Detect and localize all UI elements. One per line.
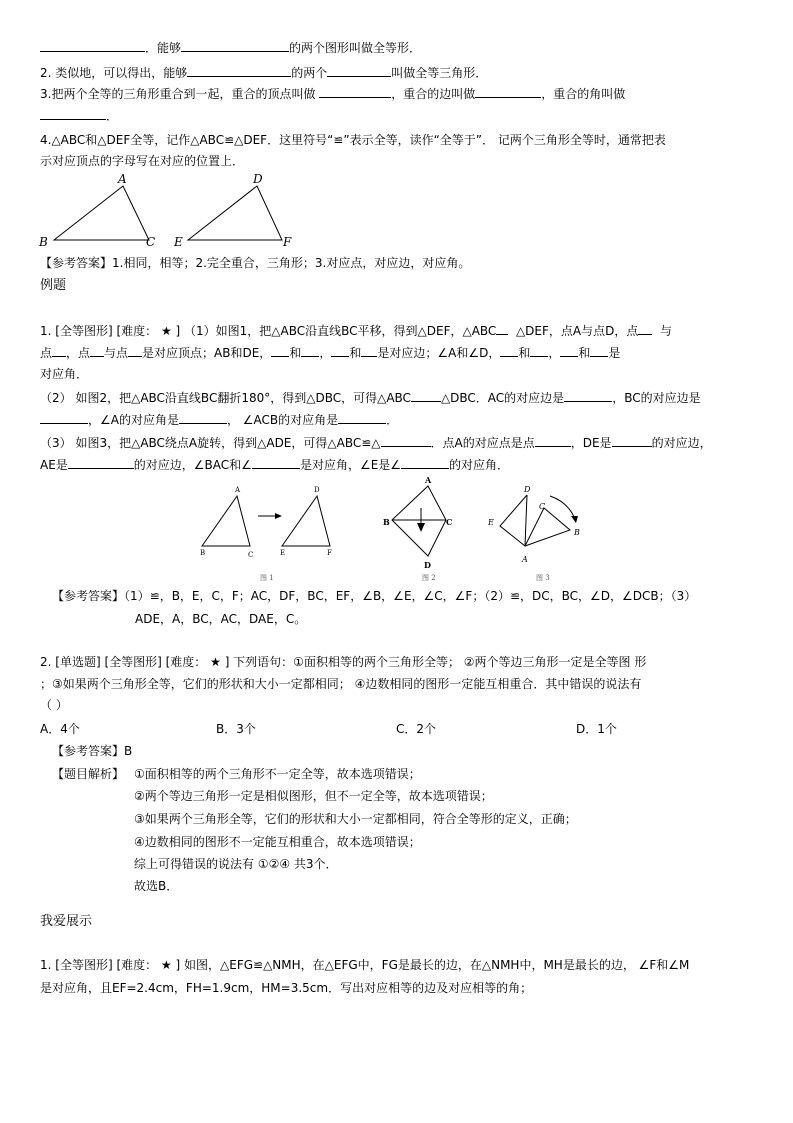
text: 和 xyxy=(518,346,531,360)
text: 点 xyxy=(40,346,53,360)
fig3-triangle-abc xyxy=(525,508,570,546)
fig1-label-d: D xyxy=(314,486,320,494)
ex2-analysis-line: ③如果两个三角形全等，它们的形状和大小一定都相同，符合全等形的定义，正确； xyxy=(134,812,577,826)
fig1-label-e: E xyxy=(280,549,286,557)
vertex-label-b: B xyxy=(39,235,48,249)
text: 与点 xyxy=(104,346,129,360)
blank xyxy=(187,65,291,77)
blank xyxy=(381,435,431,447)
ex2-analysis-line: 综上可得错误的说法有 ①②④ 共3个． xyxy=(134,857,338,871)
fig3-label-c: C xyxy=(539,502,546,511)
intro-line-4: 4.△ABC和△DEF全等，记作△ABC≌△DEF．这里符号“≌”表示全等，读作“全等于”． 记两个三角形全等时，通常把表 xyxy=(40,133,666,147)
figure-3 xyxy=(487,485,580,582)
fig1-label-c: C xyxy=(248,551,254,559)
blank xyxy=(68,457,134,469)
vertex-label-f: F xyxy=(283,235,292,249)
section-heading-show: 我爱展示 xyxy=(40,914,93,929)
text: 和 xyxy=(578,346,591,360)
fig2-label-b: B xyxy=(383,517,390,527)
text: AE是 xyxy=(40,458,68,472)
text: 是对应角，∠E是∠ xyxy=(299,458,402,472)
blank xyxy=(301,345,319,357)
text: ，BC的对应边是 xyxy=(612,391,701,405)
text: ． xyxy=(386,413,399,427)
blank xyxy=(560,345,578,357)
figure-2 xyxy=(383,475,452,582)
fig1-label-f: F xyxy=(327,549,332,557)
fig1-caption: 图 1 xyxy=(260,574,274,582)
ex2-option-c: C．2个 xyxy=(396,722,437,736)
vertex-label-d: D xyxy=(253,172,263,186)
vertex-label-e: E xyxy=(174,235,183,249)
congruent-triangles-figure xyxy=(36,170,296,252)
blank xyxy=(475,86,541,98)
text: 2. 类似地，可以得出，能够 xyxy=(40,66,188,80)
ex1-line-2 xyxy=(40,345,620,361)
text: 和 xyxy=(289,346,302,360)
blank xyxy=(612,435,652,447)
text: 3.把两个全等的三角形重合到一起，重合的顶点叫做 xyxy=(40,87,316,101)
text: 的两个 xyxy=(291,66,328,80)
text: （3） 如图3，把△ABC绕点A旋转，得到△ADE，可得△ABC≌△ xyxy=(40,436,381,450)
ex2-option-a: A．4个 xyxy=(40,722,80,736)
blank xyxy=(361,345,377,357)
section-heading-examples: 例题 xyxy=(40,278,67,293)
intro-line-5: 示对应顶点的字母写在对应的位置上． xyxy=(40,154,245,168)
text: 叫做全等三角形． xyxy=(391,66,488,80)
fig3-rotation-arc xyxy=(550,496,575,519)
blank xyxy=(411,390,441,402)
ex2-analysis-line: ①面积相等的两个三角形不一定全等，故本选项错误； xyxy=(134,767,421,781)
ex1-line-6 xyxy=(40,435,712,451)
text: 的对应角． xyxy=(449,458,510,472)
blank xyxy=(40,40,145,52)
blank xyxy=(319,86,391,98)
fig1-arrow-head xyxy=(275,513,282,519)
blank xyxy=(338,412,386,424)
text: ，∠A的对应角是 xyxy=(88,413,179,427)
text: ， ∠ACB的对应角是 xyxy=(226,413,339,427)
intro-line-3 xyxy=(40,86,625,102)
blank xyxy=(535,435,571,447)
ex1-line-3: 对应角． xyxy=(40,367,89,381)
intro-line-2 xyxy=(40,65,487,81)
blank xyxy=(181,40,289,52)
text: △DBC．AC的对应边是 xyxy=(440,391,565,405)
ex2-analysis-label: 【题目解析】 xyxy=(52,767,125,781)
text: ， xyxy=(548,346,561,360)
vertex-label-c: C xyxy=(146,235,156,249)
fig3-label-e: E xyxy=(488,518,494,527)
blank xyxy=(331,345,349,357)
fig2-label-a: A xyxy=(425,475,432,485)
ex1-line-1 xyxy=(40,323,672,339)
show-line-1: 1. [全等图形] [难度： ★ ] 如图，△EFG≌△NMH，在△EFG中，FG是最长的边，在△NMH中，MH是最长的边， ∠F和∠M xyxy=(40,958,690,972)
blank xyxy=(590,345,608,357)
blank xyxy=(271,345,289,357)
ex2-analysis-line: ②两个等边三角形一定是相似图形，但不一定全等，故本选项错误； xyxy=(134,789,493,803)
text: 与 xyxy=(660,324,673,338)
fig1-label-b: B xyxy=(200,549,206,557)
ex2-answer: 【参考答案】B xyxy=(52,744,133,758)
text: 是对应边；∠A和∠D， xyxy=(377,346,501,360)
fig3-label-b: B xyxy=(574,528,580,537)
fig3-rotation-arrow-head xyxy=(571,516,578,523)
ex1-line-5 xyxy=(40,412,398,428)
text: 是对应顶点；AB和DE， xyxy=(142,346,272,360)
intro-answer: 【参考答案】1.相同，相等；2.完全重合，三角形；3.对应点，对应边，对应角。 xyxy=(40,256,471,270)
intro-line-1 xyxy=(40,40,421,56)
ex2-line-3: （ ） xyxy=(40,698,68,712)
vertex-label-a: A xyxy=(118,172,127,186)
blank xyxy=(40,108,106,120)
ex2-option-d: D．1个 xyxy=(576,722,617,736)
fig2-label-d: D xyxy=(424,560,431,570)
blank xyxy=(90,345,104,357)
blank xyxy=(530,345,548,357)
blank xyxy=(401,457,449,469)
fig2-label-c: C xyxy=(446,517,453,527)
blank xyxy=(179,412,227,424)
fig1-triangle-def xyxy=(282,496,330,546)
example-figures xyxy=(190,474,590,586)
blank xyxy=(327,65,391,77)
fig3-label-d: D xyxy=(524,485,531,494)
fig3-caption: 图 3 xyxy=(536,574,550,582)
text: 是 xyxy=(608,346,621,360)
ex2-option-b: B．3个 xyxy=(216,722,256,736)
text: ，DE是 xyxy=(570,436,612,450)
text: 1. [全等图形] [难度： ★ ] （1）如图1，把△ABC沿直线BC平移，得到△DEF，△ABC xyxy=(40,324,497,338)
ex1-line-7 xyxy=(40,457,509,473)
text: ，重合的边叫做 xyxy=(391,87,476,101)
fig1-triangle-abc xyxy=(202,496,250,546)
fig1-label-a: A xyxy=(235,486,241,494)
text: 的对应边，∠BAC和∠ xyxy=(133,458,252,472)
ex2-analysis-line: ④边数相同的图形不一定能互相重合，故本选项错误； xyxy=(134,835,421,849)
blank xyxy=(496,323,508,335)
blank xyxy=(638,323,652,335)
triangle-abc xyxy=(54,186,149,240)
fig2-caption: 图 2 xyxy=(422,574,436,582)
intro-line-3b xyxy=(40,108,118,124)
text: ． xyxy=(106,109,119,123)
text: ，重合的角叫做 xyxy=(541,87,626,101)
triangle-def xyxy=(188,186,282,240)
text: 的对应边， xyxy=(651,436,712,450)
text: （2） 如图2，把△ABC沿直线BC翻折180°，得到△DBC，可得△ABC xyxy=(40,391,411,405)
ex2-line-1: 2. [单选题] [全等图形] [难度： ★ ] 下列语句：①面积相等的两个三角形全等； ②两个等边三角形一定是全等图 形 xyxy=(40,655,647,669)
text: 和 xyxy=(349,346,362,360)
ex1-answer-line-2: ADE，A，BC，AC，DAE，C。 xyxy=(135,612,307,626)
ex1-line-4 xyxy=(40,390,701,406)
blank xyxy=(500,345,518,357)
blank xyxy=(252,457,300,469)
ex1-answer-line-1: 【参考答案】（1）≌，B，E，C，F；AC，DF，BC，EF，∠B，∠E，∠C，∠F；（2）≌，DC，BC，∠D，∠DCB；（3） xyxy=(52,589,697,603)
figure-1 xyxy=(200,486,332,582)
blank xyxy=(52,345,66,357)
fig2-arrow-head xyxy=(417,523,425,532)
ex2-line-2: ；③如果两个三角形全等，它们的形状和大小一定都相同； ④边数相同的图形一定能互相重合．其中错误的说法有 xyxy=(40,677,642,691)
text: 的两个图形叫做全等形． xyxy=(289,41,422,55)
fig2-kite xyxy=(392,486,446,556)
fig3-triangle-ade xyxy=(500,495,527,546)
text: △DEF，点A与点D，点 xyxy=(515,324,639,338)
text: ， xyxy=(319,346,332,360)
fig3-label-a: A xyxy=(522,555,528,564)
show-line-2: 是对应角，且EF=2.4cm，FH=1.9cm，HM=3.5cm．写出对应相等的边及对应相等的角； xyxy=(40,981,533,995)
ex2-analysis-line: 故选B． xyxy=(134,879,179,893)
text: ．点A的对应点是点 xyxy=(430,436,535,450)
blank xyxy=(564,390,612,402)
blank xyxy=(40,412,88,424)
text: ，点 xyxy=(66,346,91,360)
text: ．能够 xyxy=(145,41,182,55)
blank xyxy=(128,345,142,357)
